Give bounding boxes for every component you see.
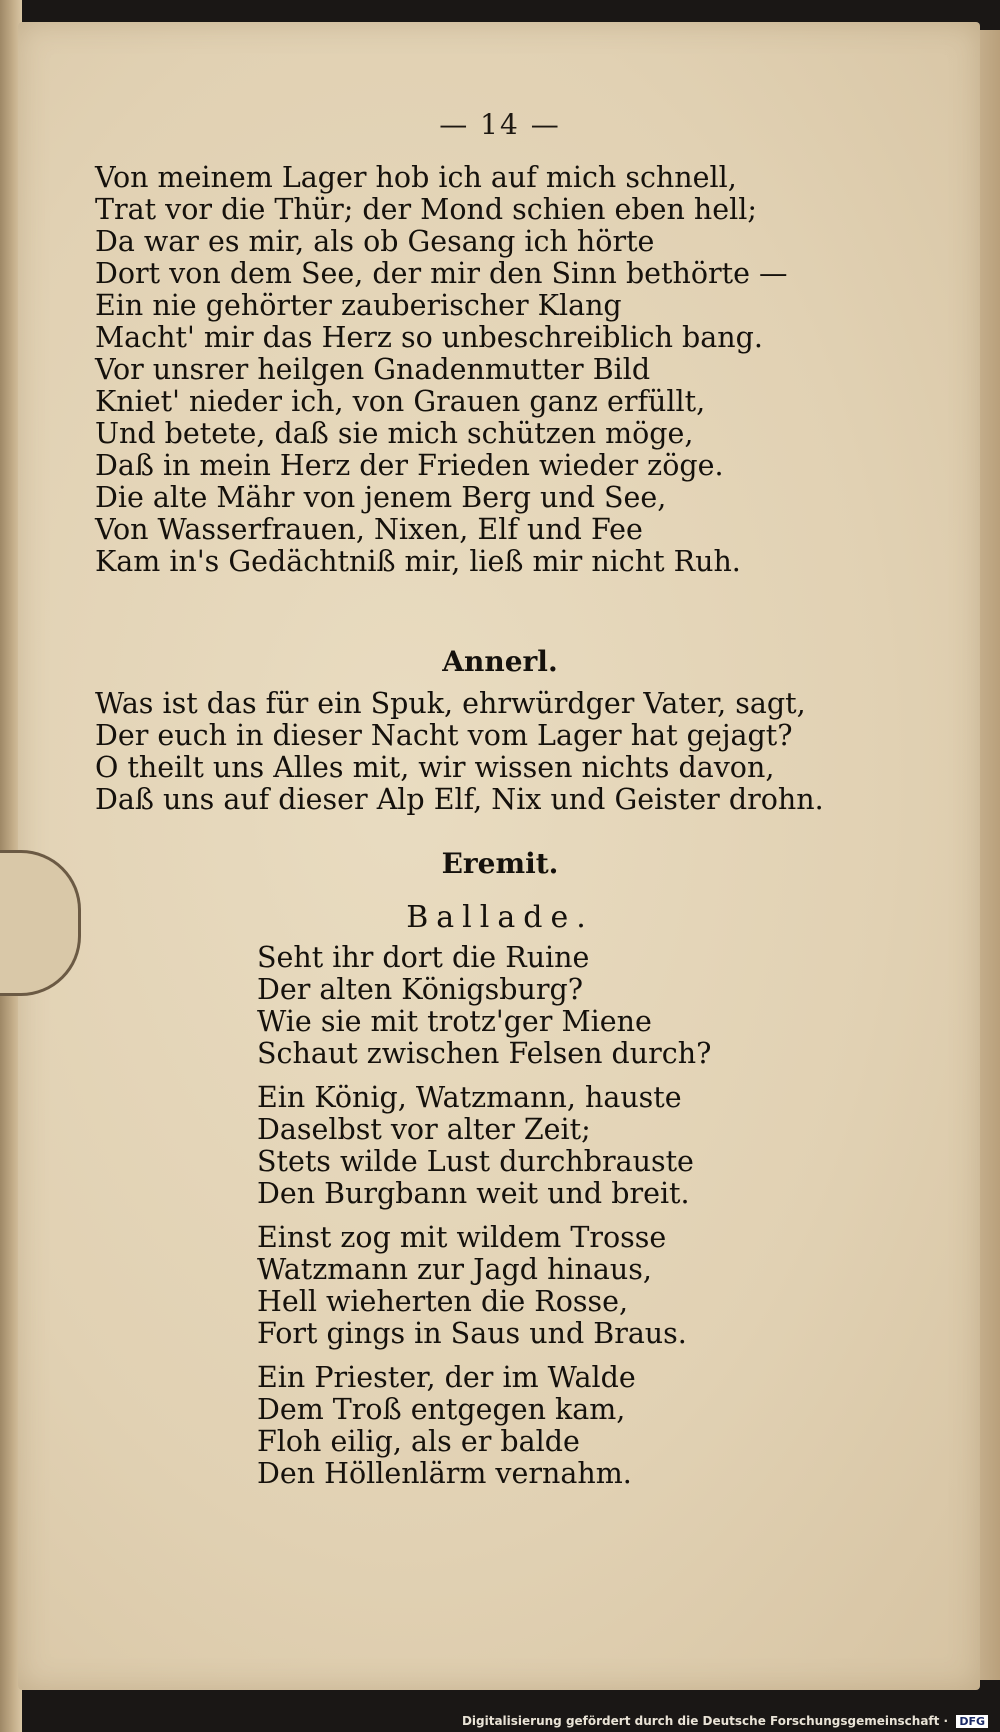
verse-block-eremit-speech (95, 162, 855, 578)
verse-line: Der alten Königsburg? (257, 973, 584, 1006)
verse-line: Den Burgbann weit und breit. (257, 1177, 690, 1210)
verse-line: Kam in's Gedächtniß mir, ließ mir nicht Ruh. (95, 545, 741, 578)
verse-line: Was ist das für ein Spuk, ehrwürdger Vater, sagt, (95, 687, 806, 720)
dfg-logo-icon: DFG (956, 1715, 988, 1728)
verse-line: Kniet' nieder ich, von Grauen ganz erfüllt, (95, 385, 706, 418)
ballade-poem (257, 942, 817, 1502)
page-number: — 14 — (439, 108, 561, 141)
stanza (257, 1082, 817, 1210)
verse-line: Da war es mir, als ob Gesang ich hörte (95, 225, 655, 258)
verse-line: Macht' mir das Herz so unbeschreiblich bang. (95, 321, 763, 354)
verse-line: Schaut zwischen Felsen durch? (257, 1037, 712, 1070)
stanza (257, 1362, 817, 1490)
digitization-credit (462, 1714, 988, 1728)
verse-line: Daselbst vor alter Zeit; (257, 1113, 591, 1146)
verse-line: Floh eilig, als er balde (257, 1425, 580, 1458)
verse-line: Daß in mein Herz der Frieden wieder zöge. (95, 449, 724, 482)
verse-line: Den Höllenlärm vernahm. (257, 1457, 632, 1490)
verse-line: Von Wasserfrauen, Nixen, Elf und Fee (95, 513, 643, 546)
credit-text: Digitalisierung gefördert durch die Deutsche Forschungsgemeinschaft · (461, 1714, 949, 1728)
speaker-heading-eremit: Eremit. (441, 847, 559, 880)
verse-line: Wie sie mit trotz'ger Miene (257, 1005, 652, 1038)
verse-line: Ein Priester, der im Walde (257, 1361, 636, 1394)
stanza (257, 1222, 817, 1350)
verse-line: Hell wieherten die Rosse, (257, 1285, 629, 1318)
verse-line: Seht ihr dort die Ruine (257, 941, 590, 974)
verse-line: Von meinem Lager hob ich auf mich schnell, (95, 161, 737, 194)
verse-block-annerl (95, 688, 855, 816)
verse-line: Vor unsrer heilgen Gnadenmutter Bild (95, 353, 651, 386)
verse-line: Einst zog mit wildem Trosse (257, 1221, 667, 1254)
verse-line: Und betete, daß sie mich schützen möge, (95, 417, 694, 450)
verse-line: Der euch in dieser Nacht vom Lager hat gejagt? (95, 719, 793, 752)
verse-line: Ein nie gehörter zauberischer Klang (95, 289, 622, 322)
verse-line: Watzmann zur Jagd hinaus, (257, 1253, 652, 1286)
verse-line: Dem Troß entgegen kam, (257, 1393, 626, 1426)
verse-line: Trat vor die Thür; der Mond schien eben hell; (95, 193, 757, 226)
verse-line: Ein König, Watzmann, hauste (257, 1081, 682, 1114)
verse-line: Daß uns auf dieser Alp Elf, Nix und Geister drohn. (95, 783, 824, 816)
verse-line: Dort von dem See, der mir den Sinn bethörte — (95, 257, 788, 290)
verse-line: O theilt uns Alles mit, wir wissen nichts davon, (95, 751, 775, 784)
verse-line: Fort gings in Saus und Braus. (257, 1317, 687, 1350)
verse-line: Stets wilde Lust durchbrauste (257, 1145, 694, 1178)
verse-line: Die alte Mähr von jenem Berg und See, (95, 481, 667, 514)
ballade-title: Ballade. (406, 900, 594, 935)
speaker-heading-annerl: Annerl. (442, 645, 558, 678)
stanza (257, 942, 817, 1070)
